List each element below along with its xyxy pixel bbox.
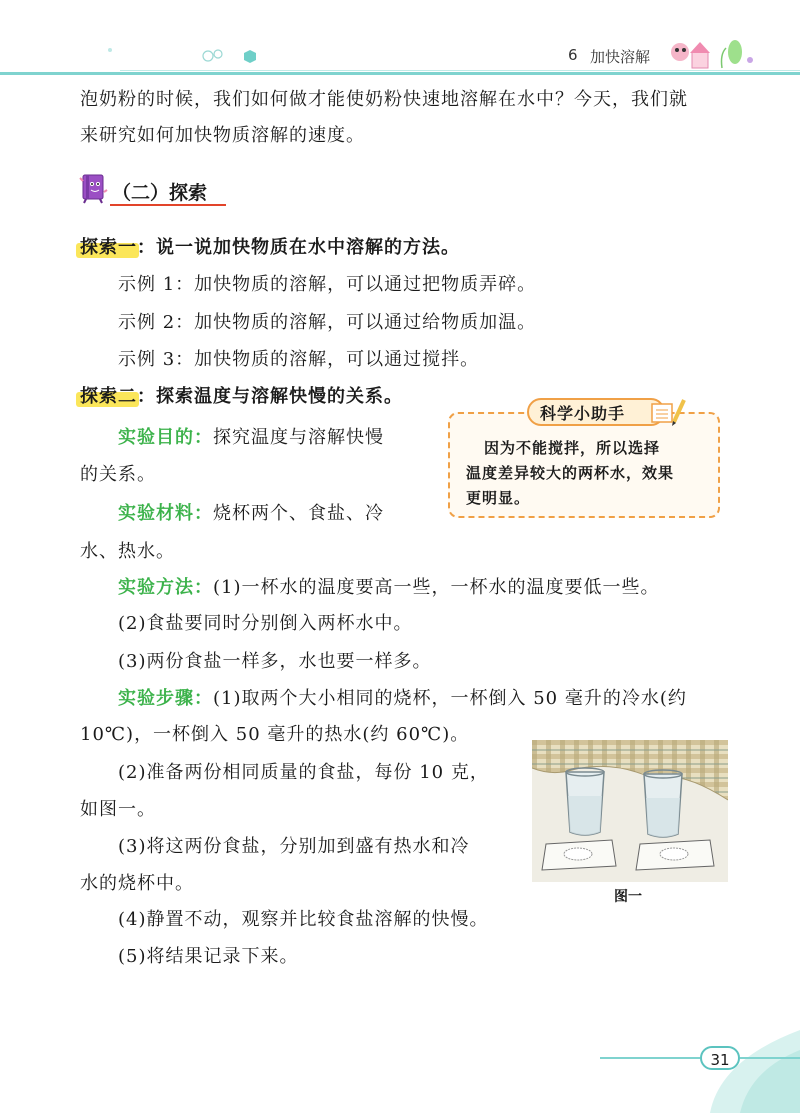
science-helper-title: 科学小助手 xyxy=(540,404,626,423)
explore-two-heading xyxy=(80,385,403,409)
notebook-pencil-icon xyxy=(648,396,688,428)
method-line-1 xyxy=(118,576,660,600)
materials-label: 实验材料： xyxy=(118,503,213,524)
purple-book-mascot-icon xyxy=(78,172,108,204)
steps-label: 实验步骤： xyxy=(118,688,213,709)
purpose-label: 实验目的： xyxy=(118,427,213,448)
step-3b: 水的烧杯中。 xyxy=(80,873,194,894)
materials-line-1 xyxy=(118,502,384,526)
section-underline xyxy=(110,204,226,206)
helper-line-2: 温度差异较大的两杯水，效果 xyxy=(466,464,675,482)
page-number: 31 xyxy=(700,1046,740,1070)
example-3: 示例 3：加快物质的溶解，可以通过搅拌。 xyxy=(118,349,480,370)
method-3: (3)两份食盐一样多，水也要一样多。 xyxy=(118,651,432,672)
steps-line-1 xyxy=(118,687,687,711)
figure-caption: 图一 xyxy=(614,889,642,905)
purpose-line-1 xyxy=(118,426,384,450)
example-2: 示例 2：加快物质的溶解，可以通过给物质加温。 xyxy=(118,312,537,333)
two-beakers-salt-figure xyxy=(532,740,728,882)
helper-line-3: 更明显。 xyxy=(466,489,531,507)
explore-two-text: ：探索温度与溶解快慢的关系。 xyxy=(137,386,403,407)
purpose-line-2: 的关系。 xyxy=(80,464,156,485)
method-1: (1)一杯水的温度要高一些，一杯水的温度要低一些。 xyxy=(213,577,660,598)
materials-text: 烧杯两个、食盐、冷 xyxy=(213,503,384,524)
page-corner-wave-decoration xyxy=(560,1020,800,1113)
step-3a: (3)将这两份食盐，分别加到盛有热水和冷 xyxy=(118,836,470,857)
step-1b: 10℃)，一杯倒入 50 毫升的热水(约 60℃)。 xyxy=(80,724,470,745)
explore-one-label: 探索一 xyxy=(80,237,137,258)
step-4: (4)静置不动，观察并比较食盐溶解的快慢。 xyxy=(118,909,489,930)
helper-line-1: 因为不能搅拌，所以选择 xyxy=(484,439,661,457)
materials-line-2: 水、热水。 xyxy=(80,541,175,562)
step-5: (5)将结果记录下来。 xyxy=(118,946,299,967)
chapter-title: 加快溶解 xyxy=(590,48,651,66)
intro-line-2: 来研究如何加快物质溶解的速度。 xyxy=(80,125,365,146)
intro-line-1: 泡奶粉的时候，我们如何做才能使奶粉快速地溶解在水中？今天，我们就 xyxy=(80,89,688,110)
chapter-number: 6 xyxy=(568,46,578,64)
explore-two-label: 探索二 xyxy=(80,386,137,407)
cartoon-house-decoration-icon xyxy=(660,34,770,74)
step-1a: (1)取两个大小相同的烧杯，一杯倒入 50 毫升的冷水(约 xyxy=(213,688,687,709)
method-label: 实验方法： xyxy=(118,577,213,598)
method-2: (2)食盐要同时分别倒入两杯水中。 xyxy=(118,613,413,634)
section-title: （二）探索 xyxy=(112,182,208,204)
example-1: 示例 1：加快物质的溶解，可以通过把物质弄碎。 xyxy=(118,274,537,295)
step-2a: (2)准备两份相同质量的食盐，每份 10 克， xyxy=(118,762,489,783)
step-2b: 如图一。 xyxy=(80,799,156,820)
explore-one-heading xyxy=(80,236,460,260)
purpose-text: 探究温度与溶解快慢 xyxy=(213,427,384,448)
explore-one-text: ：说一说加快物质在水中溶解的方法。 xyxy=(137,237,460,258)
